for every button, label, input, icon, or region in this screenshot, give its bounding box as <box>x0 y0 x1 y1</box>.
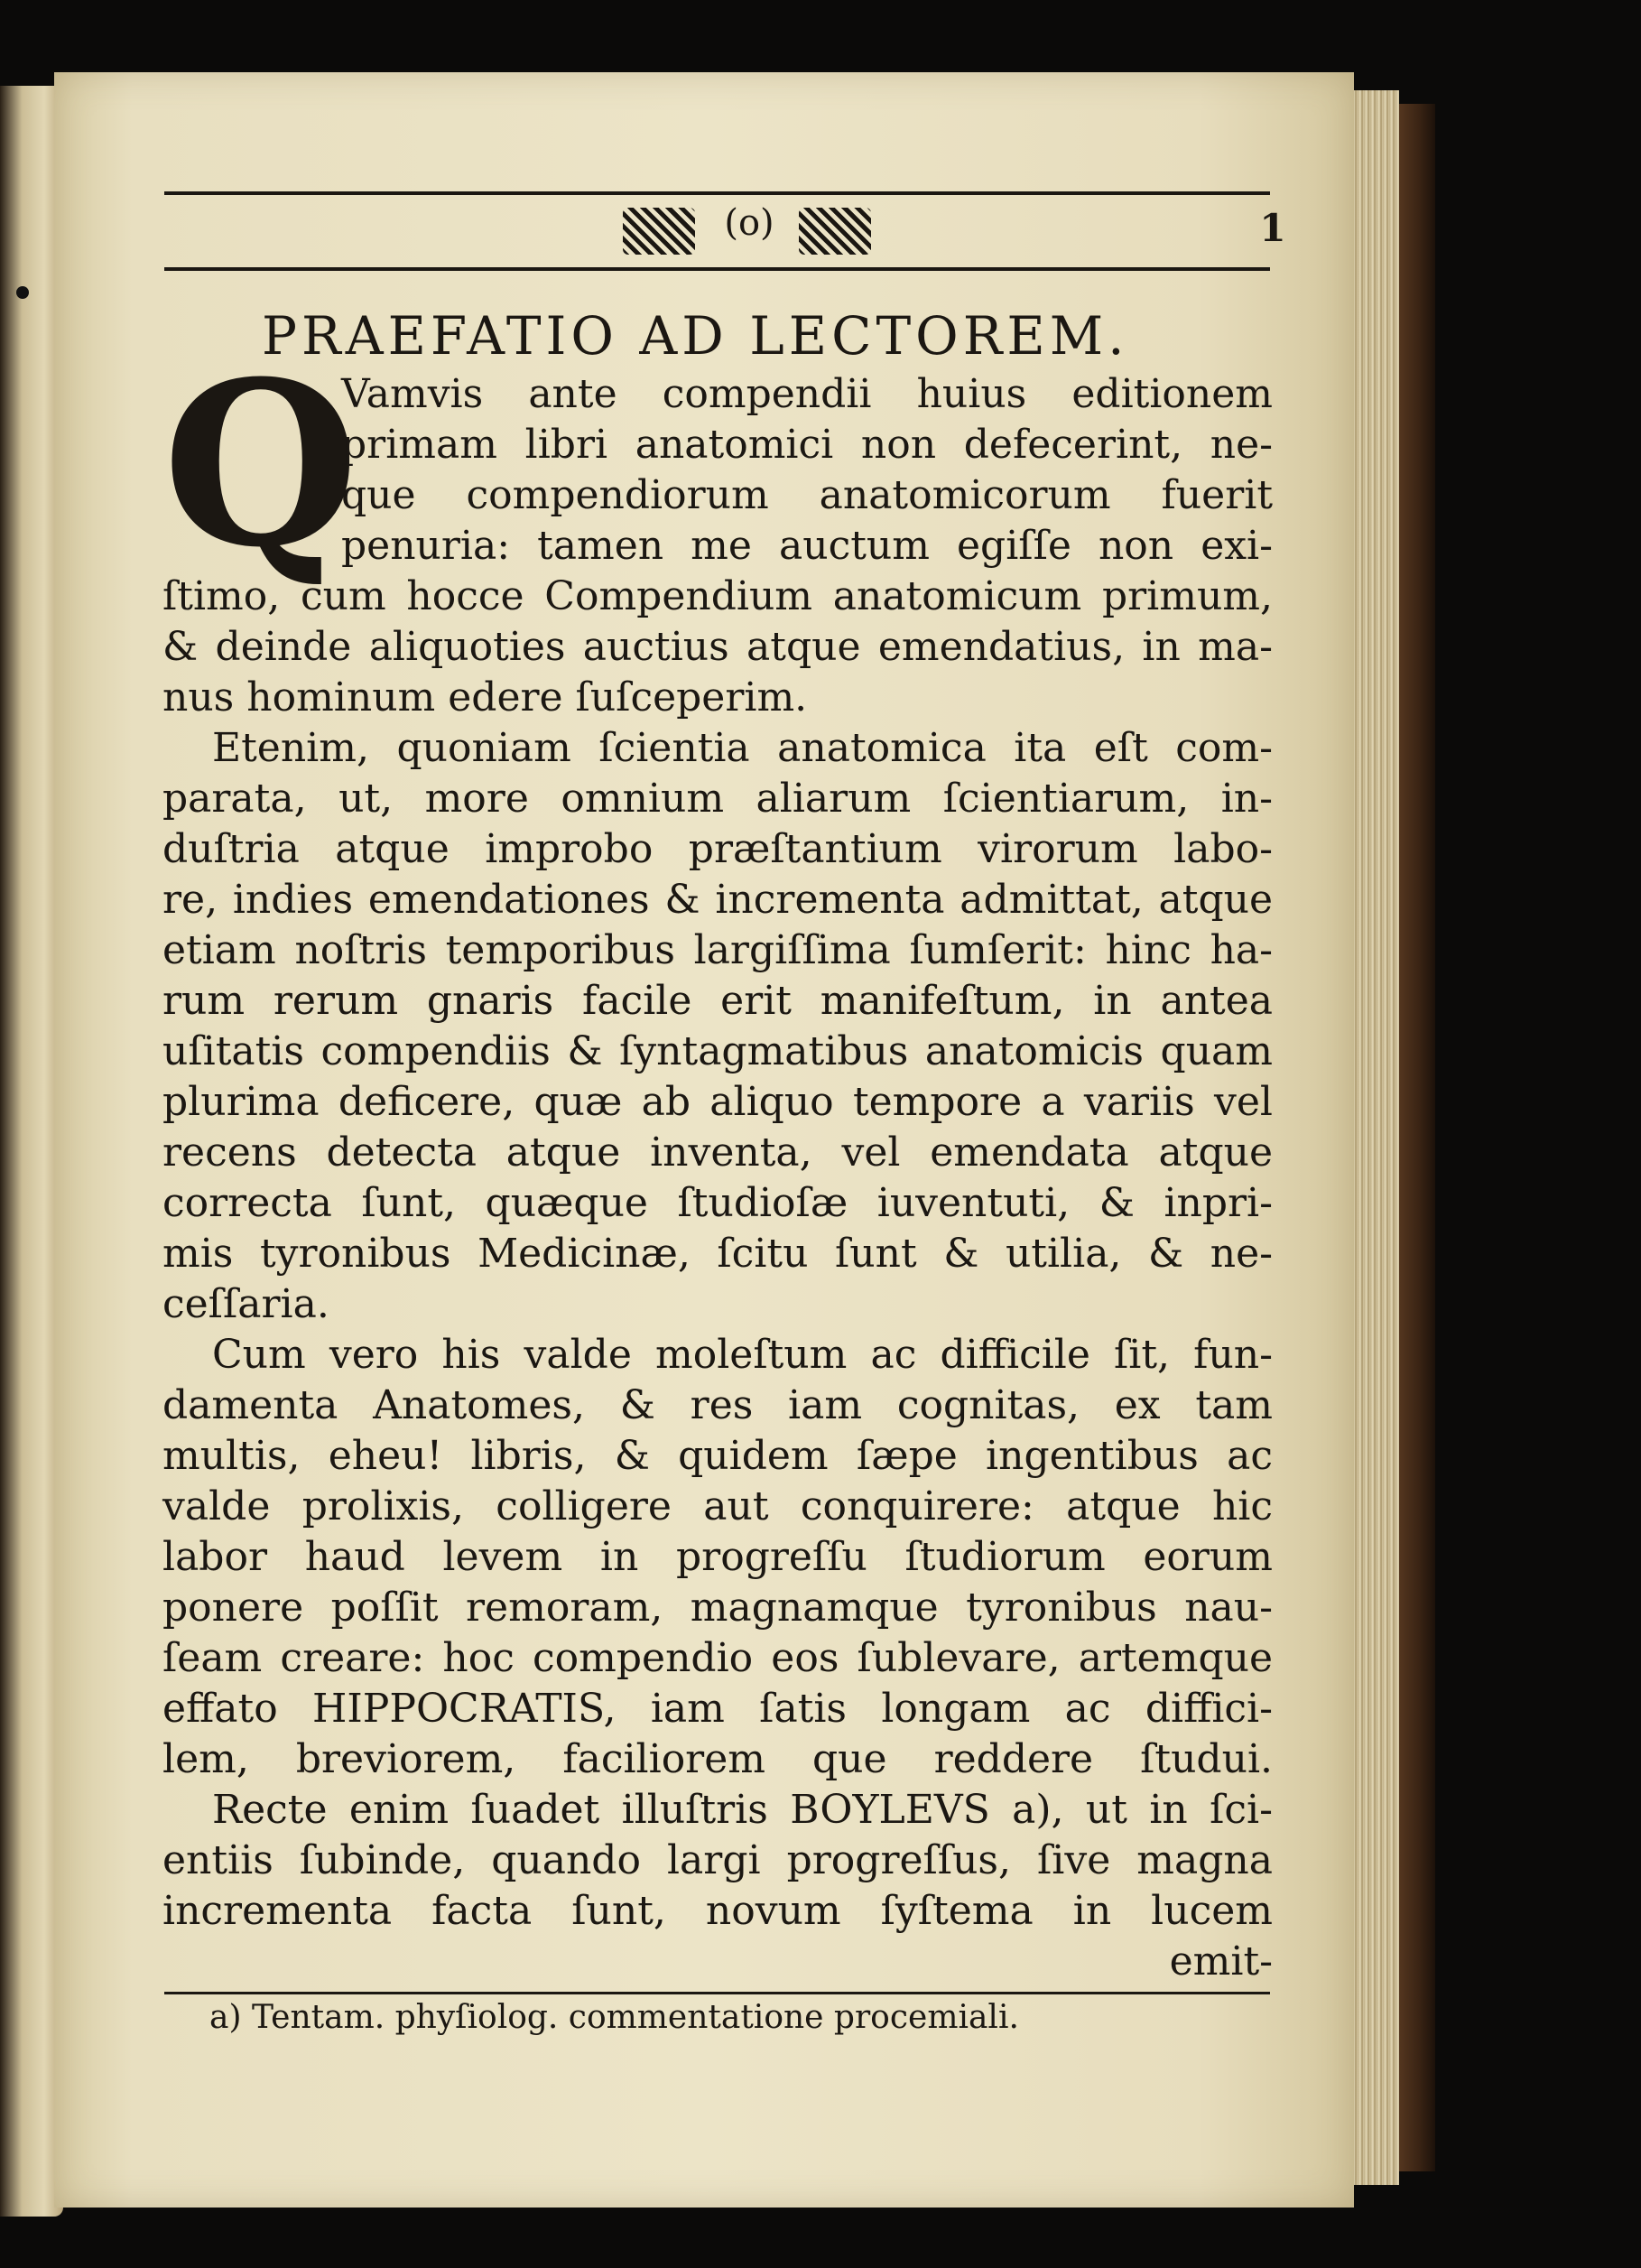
header-rule-top <box>164 191 1270 195</box>
text-line: re, indies emendationes & incrementa admittat, atque <box>162 877 1273 923</box>
header-rule-bottom <box>164 267 1270 271</box>
text-line: etiam noſtris temporibus largiſſima ſumſerit: hinc ha- <box>162 927 1273 973</box>
text-line: ſeam creare: hoc compendio eos ſublevare, artemque <box>162 1635 1273 1681</box>
text-line: Recte enim ſuadet illuſtris BOYLEVS a), ut in ſci- <box>212 1787 1273 1833</box>
text-line: multis, eheu! libris, & quidem ſæpe ingentibus ac <box>162 1433 1273 1479</box>
text-line: valde prolixis, colligere aut conquirere: atque hic <box>162 1483 1273 1529</box>
text-line: que compendiorum anatomicorum fuerit <box>341 472 1273 518</box>
text-line: rum rerum gnaris facile erit manifeſtum, in antea <box>162 978 1273 1024</box>
text-line: Vamvis ante compendii huius editionem <box>341 371 1273 417</box>
footnote-rule <box>164 1992 1270 1994</box>
text-line: parata, ut, more omnium aliarum ſcientiarum, in- <box>162 776 1273 822</box>
footnote: a) Tentam. phyſiolog. commentatione procemiali. <box>209 1999 1019 2036</box>
text-line: duſtria atque improbo præſtantium virorum labo- <box>162 826 1273 872</box>
text-line: uſitatis compendiis & ſyntagmatibus anatomicis quam <box>162 1028 1273 1074</box>
drop-cap: Q <box>162 331 359 597</box>
text-line: plurima deficere, quæ ab aliquo tempore a variis vel <box>162 1079 1273 1125</box>
page-number: 1 <box>1259 206 1286 250</box>
text-line: effato HIPPOCRATIS, iam ſatis longam ac diffici- <box>162 1686 1273 1732</box>
text-line: entiis ſubinde, quando largi progreſſus, ſive magna <box>162 1837 1273 1883</box>
text-line: Etenim, quoniam ſcientia anatomica ita eſt com- <box>212 725 1273 771</box>
header-mark: (o) <box>724 202 774 244</box>
text-line: mis tyronibus Medicinæ, ſcitu ſunt & utilia, & ne- <box>162 1231 1273 1277</box>
text-line: recens detecta atque inventa, vel emendata atque <box>162 1129 1273 1176</box>
text-line: labor haud levem in progreſſu ſtudiorum eorum <box>162 1534 1273 1580</box>
text-line: ceſſaria. <box>162 1281 329 1327</box>
ink-dot <box>16 286 29 299</box>
text-line: nus hominum edere ſuſceperim. <box>162 674 808 720</box>
text-line: primam libri anatomici non defecerint, ne- <box>341 422 1273 468</box>
page-title: PRAEFATIO AD LECTOREM. <box>262 305 1129 367</box>
text-line: lem, breviorem, faciliorem que reddere ſtudui. <box>162 1736 1273 1782</box>
text-line: penuria: tamen me auctum egiſſe non exi- <box>341 523 1273 569</box>
ornament-right-icon <box>799 208 871 255</box>
text-line: Cum vero his valde moleſtum ac difficile ſit, fun- <box>212 1332 1273 1378</box>
text-line: incrementa facta ſunt, novum ſyſtema in lucem <box>162 1888 1273 1934</box>
text-line: ſtimo, cum hocce Compendium anatomicum primum, <box>162 573 1273 619</box>
catchword: emit- <box>1169 1938 1273 1984</box>
book-cover-edge <box>1395 104 1435 2171</box>
text-line: correcta ſunt, quæque ſtudioſæ iuventuti, & inpri- <box>162 1180 1273 1226</box>
ornament-left-icon <box>623 208 695 255</box>
running-header <box>162 200 1286 264</box>
text-line: ponere poſſit remoram, magnamque tyronibus nau- <box>162 1585 1273 1631</box>
text-line: damenta Anatomes, & res iam cognitas, ex tam <box>162 1382 1273 1428</box>
text-line: & deinde aliquoties auctius atque emendatius, in ma- <box>162 624 1273 670</box>
